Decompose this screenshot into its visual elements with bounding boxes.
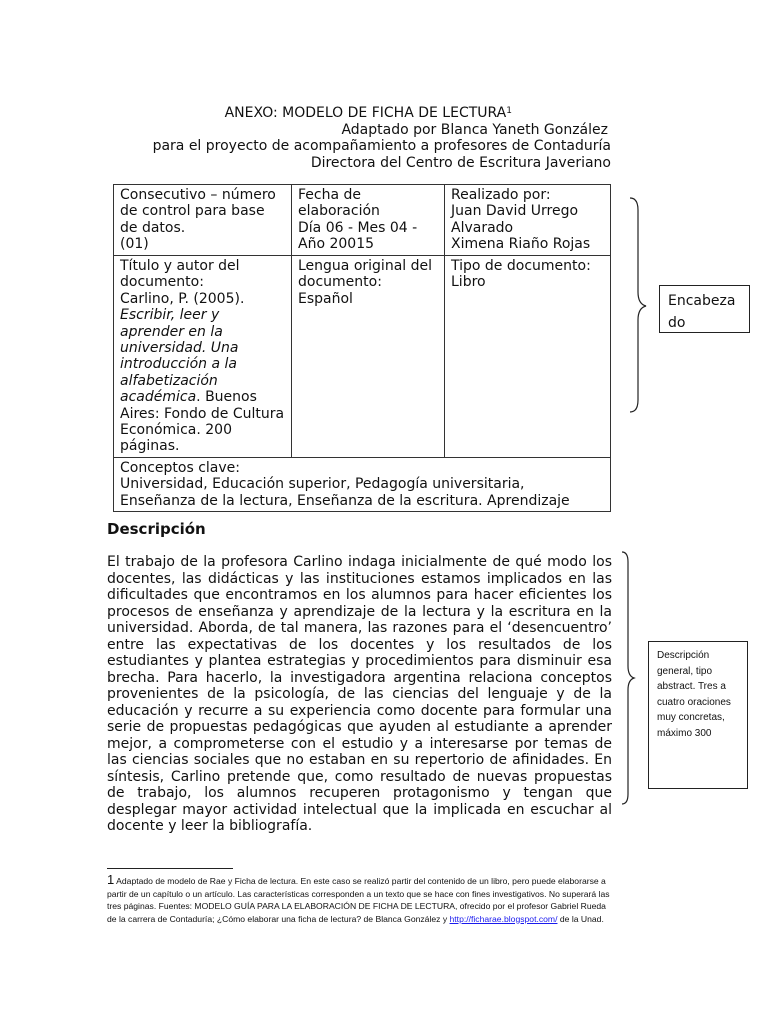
fecha-label: Fecha de elaboración [298,187,380,220]
consecutivo-value: (01) [120,236,149,253]
encabezado-callout [659,285,750,333]
tipo-label: Tipo de documento: [451,258,591,274]
footnote [107,874,612,925]
realizado-cell [445,185,611,256]
adapted-by-line: Adaptado por Blanca Yaneth González [341,122,608,138]
section-heading: Descripción [107,520,206,538]
footnote-rule [107,868,233,869]
titulo-label: Título y autor del documento: [120,258,240,291]
titulo-book-title: Escribir, leer y aprender en la universidad. Una introducción a la alfabetización académica [120,307,239,406]
titulo-publisher: . Buenos Aires: Fondo de Cultura Económica. 200 páginas. [120,389,285,455]
encabezado-text: Encabezado [668,293,736,331]
tipo-value: Libro [451,274,486,291]
consecutivo-label: Consecutivo – número de control para base de datos. [120,187,276,236]
conceptos-cell [114,458,611,512]
tipo-cell [445,256,611,458]
table-row [114,185,611,256]
realizado-author-1: Juan David Urrego Alvarado [451,203,579,236]
conceptos-value: Universidad, Educación superior, Pedagogía universitaria, Enseñanza de la lectura, Enseñanza de la escritura. Aprendizaje [120,476,570,509]
footnote-number: 1 [107,872,115,887]
titulo-cell [114,256,292,458]
lengua-label: Lengua original del documento: [298,258,432,291]
table-row [114,458,611,512]
table-row [114,256,611,458]
titulo-author: Carlino, P. (2005). [120,290,245,307]
fecha-cell [292,185,445,256]
realizado-label: Realizado por: [451,187,551,203]
conceptos-label: Conceptos clave: [120,460,240,476]
realizado-author-2: Ximena Riaño Rojas [451,236,591,253]
director-line: Directora del Centro de Escritura Javeriano [310,155,611,171]
lengua-value: Español [298,290,353,307]
lengua-cell [292,256,445,458]
footnote-link[interactable]: http://ficharae.blogspot.com/ [449,913,558,924]
document-title: ANEXO: MODELO DE FICHA DE LECTURA$^1$ [224,105,512,121]
footnote-text-a: Adaptado de modelo de Rae y Ficha de lectura. En este caso se realizó partir del contenido de un libro, pero puede elaborarse a partir de un capítulo o un artículo. Las características corresponden a un texto que se hace con fines investigativos. No superará las tres páginas. Fuentes: MODELO GUÍA PARA LA ELABORACIÓN DE FICHA DE LECTURA, ofrecido por el profesor Gabriel Rueda de la carrera de Contaduría; ¿Cómo elaborar una ficha de lectura? de Blanca González y [107,876,610,924]
consecutivo-cell [114,185,292,256]
footnote-marker: 1 [506,106,512,116]
description-brace-icon [618,550,638,808]
header-brace-icon [624,196,648,416]
footnote-text-b: de la Unad. [557,913,604,924]
description-callout: Descripción general, tipo abstract. Tres a cuatro oraciones muy concretas, máximo 300 [648,641,748,789]
titulo-reference [120,291,285,455]
project-line: para el proyecto de acompañamiento a profesores de Contaduría [152,138,611,154]
description-paragraph: El trabajo de la profesora Carlino indaga inicialmente de qué modo los docentes, las didácticas y las instituciones estamos implicados en las dificultades que encontramos en los alumnos para hacer eficientes los procesos de enseñanza y aprendizaje de la lectura y la escritura en la universidad. Aborda, de tal manera, las razones para el ‘desencuentro’ entre las expectativas de los docentes y los resultados de los estudiantes y plantea estrategias y procedimientos para disminuir esa brecha. Para hacerlo, la investigadora argentina relaciona conceptos provenientes de la psicología, de las ciencias del lenguaje y de la educación y recurre a su experiencia como docente para formular una serie de propuestas pedagógicas que ayuden al estudiante a aprender mejor, a comprometerse con el estudio y a interesarse por temas de las ciencias sociales que no estaban en su repertorio de afinidades. En síntesis, Carlino pretende que, como resultado de nuevas propuestas de trabajo, los alumnos recuperen protagonismo y tengan que desplegar mayor actividad intelectual que la implicada en escuchar al docente y leer la bibliografía. [107,554,612,834]
reading-card-table [113,184,611,512]
fecha-value: Día 06 - Mes 04 - Año 20015 [298,219,418,253]
